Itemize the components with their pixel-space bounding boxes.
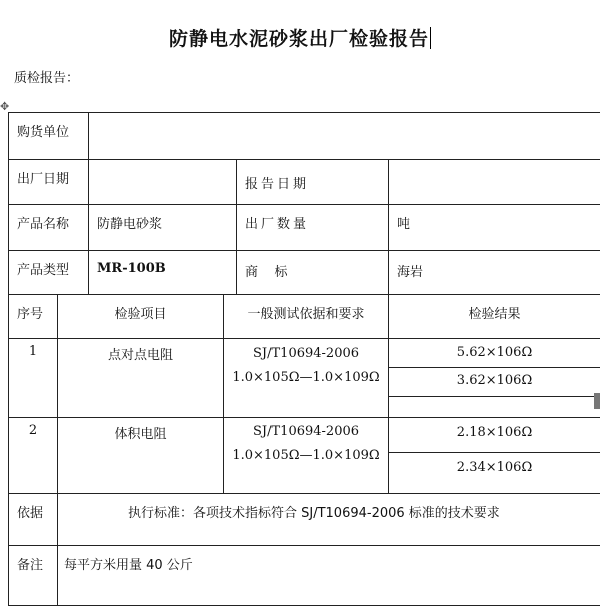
test-requirement: 1.0×105Ω—1.0×109Ω (224, 366, 388, 390)
buyer-label: 购货单位 (9, 113, 89, 160)
test-no: 1 (9, 339, 58, 418)
test-row (9, 339, 600, 418)
product-type-row (9, 251, 600, 295)
inspection-report-table (8, 112, 600, 606)
remarks-row (9, 546, 600, 606)
test-item: 体积电阻 (58, 418, 224, 494)
buyer-row (9, 113, 600, 160)
header-basis: 一般测试依据和要求 (224, 295, 389, 339)
test-result-cell (389, 418, 600, 494)
report-date-value[interactable] (389, 160, 600, 205)
test-basis: SJ/T10694-2006 (224, 420, 388, 444)
ship-date-label: 出厂日期 (9, 160, 89, 205)
text-cursor (430, 27, 431, 49)
basis-row (9, 494, 600, 546)
ship-date-value[interactable] (89, 160, 237, 205)
table-move-handle-icon[interactable]: ✥ (0, 101, 11, 112)
test-basis: SJ/T10694-2006 (224, 342, 388, 366)
header-result: 检验结果 (389, 295, 600, 339)
basis-label: 依据 (9, 494, 58, 546)
remarks-text: 每平方米用量 40 公斤 (58, 546, 600, 606)
buyer-value[interactable] (89, 113, 600, 160)
brand-label: 商 标 (237, 251, 389, 295)
product-type-label: 产品类型 (9, 251, 89, 295)
brand-value: 海岩 (389, 251, 600, 295)
report-date-label-text: 报告日期 (245, 177, 309, 192)
product-name-value: 防静电砂浆 (89, 205, 237, 251)
test-row (9, 418, 600, 494)
header-no: 序号 (9, 295, 58, 339)
test-result-2: 3.62×106Ω (389, 368, 600, 397)
test-no: 2 (9, 418, 58, 494)
test-result-2: 2.34×106Ω (389, 453, 600, 483)
title-text: 防静电水泥砂浆出厂检验报告 (169, 28, 429, 50)
ship-qty-label-text: 出厂数量 (245, 217, 309, 232)
date-row (9, 160, 600, 205)
scrollbar-thumb[interactable] (594, 393, 600, 409)
product-name-row (9, 205, 600, 251)
remarks-label: 备注 (9, 546, 58, 606)
test-header-row (9, 295, 600, 339)
test-requirement: 1.0×105Ω—1.0×109Ω (224, 444, 388, 468)
document-title (0, 24, 600, 51)
test-item: 点对点电阻 (58, 339, 224, 418)
qc-report-label: 质检报告： (14, 67, 79, 86)
ship-qty-unit: 吨 (389, 205, 600, 251)
test-result-cell (389, 339, 600, 418)
test-basis-cell (224, 339, 389, 418)
test-basis-cell (224, 418, 389, 494)
product-name-label: 产品名称 (9, 205, 89, 251)
test-result-1: 5.62×106Ω (389, 339, 600, 368)
basis-text: 执行标准：各项技术指标符合 SJ/T10694-2006 标准的技术要求 (58, 494, 600, 546)
header-item: 检验项目 (58, 295, 224, 339)
test-result-1: 2.18×106Ω (389, 418, 600, 453)
ship-qty-label (237, 205, 389, 251)
product-type-value: MR-100B (89, 251, 237, 295)
report-date-label (237, 160, 389, 205)
